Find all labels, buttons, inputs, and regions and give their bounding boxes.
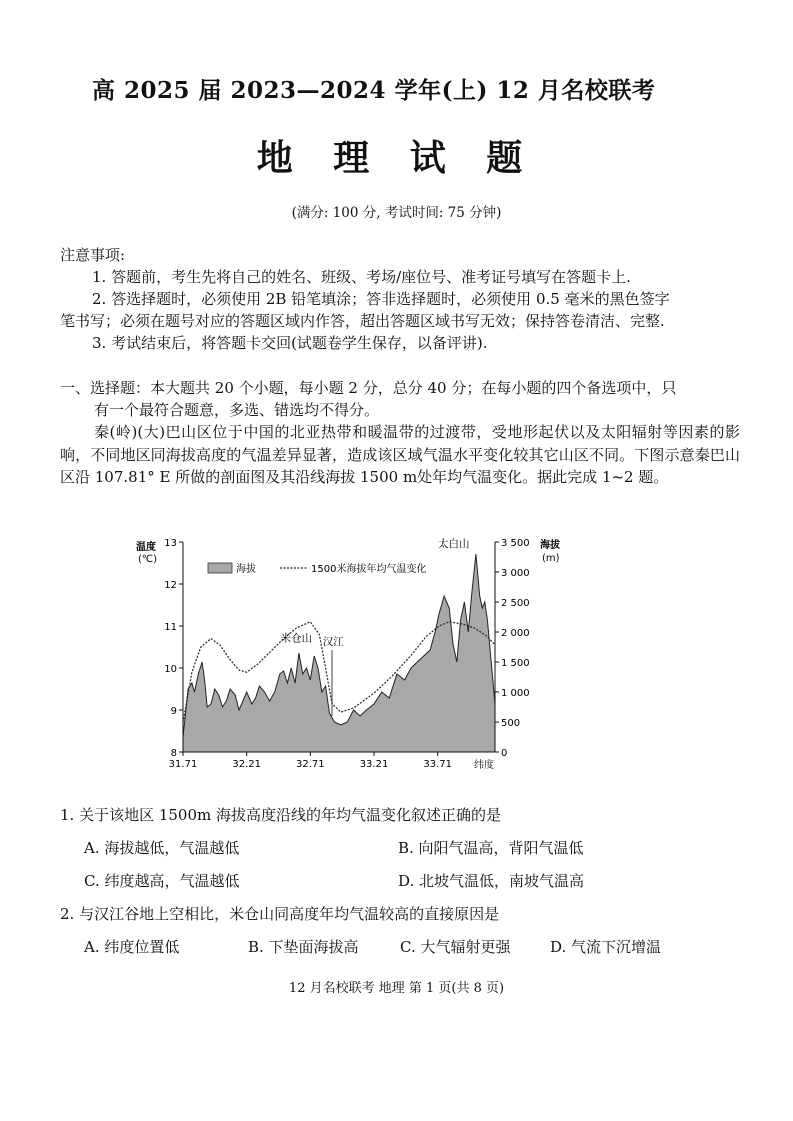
notice-item-1: 1. 答题前，考生先将自己的姓名、班级、考场/座位号、准考证号填写在答题卡上. (92, 268, 631, 286)
page-title: 地 理 试 题 (256, 137, 537, 179)
question-2-option-d: D. 气流下沉增温 (550, 938, 662, 956)
left-tick-label: 11 (164, 622, 177, 633)
right-axis-unit: (m) (542, 553, 560, 564)
legend-label-elevation: 海拔 (236, 564, 256, 575)
notice-item-2a: 2. 答选择题时，必须使用 2B 铅笔填涂；答非选择题时，必须使用 0.5 毫米的黑色签字 (92, 290, 670, 308)
x-tick-label: 32.71 (296, 759, 325, 770)
right-tick-label: 500 (501, 718, 521, 729)
exam-subtitle: (满分: 100 分, 考试时间: 75 分钟) (291, 205, 502, 221)
notice-block (60, 244, 670, 354)
right-axis-label: 海拔 (540, 540, 560, 551)
legend-label-temperature: 1500米海拔年均气温变化 (311, 564, 427, 575)
legend-swatch-elevation (208, 563, 232, 573)
x-tick-label: 33.21 (359, 759, 389, 770)
left-tick-label: 9 (170, 706, 177, 717)
profile-chart (128, 530, 560, 780)
section-heading: 一、选择题：本大题共 20 个小题，每小题 2 分，总分 40 分；在每小题的四个备选项中，只 (60, 379, 677, 397)
question-1-stem: 1. 关于该地区 1500m 海拔高度沿线的年均气温变化叙述正确的是 (60, 806, 502, 824)
x-axis-label: 纬度 (474, 760, 494, 771)
left-axis-unit: (℃) (138, 554, 158, 565)
annotation-taibai: 太白山 (438, 537, 470, 550)
notice-item-3: 3. 考试结束后，将答题卡交回(试题卷学生保存，以备评讲). (92, 334, 488, 352)
right-tick-label: 2 500 (501, 598, 530, 609)
left-axis-label: 温度 (136, 542, 156, 553)
passage-text: 秦(岭)(大)巴山区位于中国的北亚热带和暖温带的过渡带，受地形起伏以及太阳辐射等因素的影响，不同地区同海拔高度的气温差异显著，造成该区域气温水平变化较其它山区不同。下图示意秦巴山区沿 107.81° E 所做的剖面图及其沿线海拔 1500 m处年均气温变化。据此完成 1~2 题。 (60, 423, 740, 486)
section-heading-cont: 有一个最符合题意，多选、错选均不得分。 (94, 401, 380, 419)
left-tick-label: 13 (164, 538, 177, 549)
question-2-option-c: C. 大气辐射更强 (400, 938, 511, 956)
question-2-stem: 2. 与汉江谷地上空相比，米仓山同高度年均气温较高的直接原因是 (60, 905, 500, 923)
left-tick-label: 10 (164, 664, 177, 675)
right-tick-label: 3 500 (501, 538, 530, 549)
left-tick-label: 8 (170, 748, 177, 759)
left-tick-label: 12 (164, 580, 177, 591)
question-1-option-b: B. 向阳气温高，背阳气温低 (398, 839, 584, 857)
x-tick-label: 33.71 (423, 759, 453, 770)
question-1-option-c: C. 纬度越高，气温越低 (84, 872, 240, 890)
right-tick-label: 0 (501, 748, 508, 759)
right-tick-label: 1 000 (501, 688, 530, 699)
question-1-option-a: A. 海拔越低，气温越低 (84, 839, 240, 857)
notice-heading: 注意事项: (60, 246, 126, 264)
x-tick-label: 31.71 (168, 759, 198, 770)
right-tick-label: 1 500 (501, 658, 530, 669)
plot-area (183, 554, 495, 752)
passage (60, 421, 740, 489)
right-tick-label: 3 000 (501, 568, 530, 579)
question-2-option-b: B. 下垫面海拔高 (248, 938, 359, 956)
elevation-area (183, 554, 495, 752)
question-2-option-a: A. 纬度位置低 (84, 938, 180, 956)
notice-item-2b: 笔书写；必须在题号对应的答题区域内作答，超出答题区域书写无效；保持答卷清洁、完整. (60, 312, 665, 330)
x-tick-label: 32.21 (232, 759, 261, 770)
page-footer: 12 月名校联考 地理 第 1 页(共 8 页) (288, 981, 505, 996)
question-1-option-d: D. 北坡气温低，南坡气温高 (398, 872, 585, 890)
exam-header: 高 2025 届 2023—2024 学年(上) 12 月名校联考 (92, 77, 656, 104)
annotation-micang: 米仓山 (280, 632, 313, 645)
right-tick-label: 2 000 (501, 628, 530, 639)
annotation-hanjiang: 汉江 (322, 636, 344, 649)
